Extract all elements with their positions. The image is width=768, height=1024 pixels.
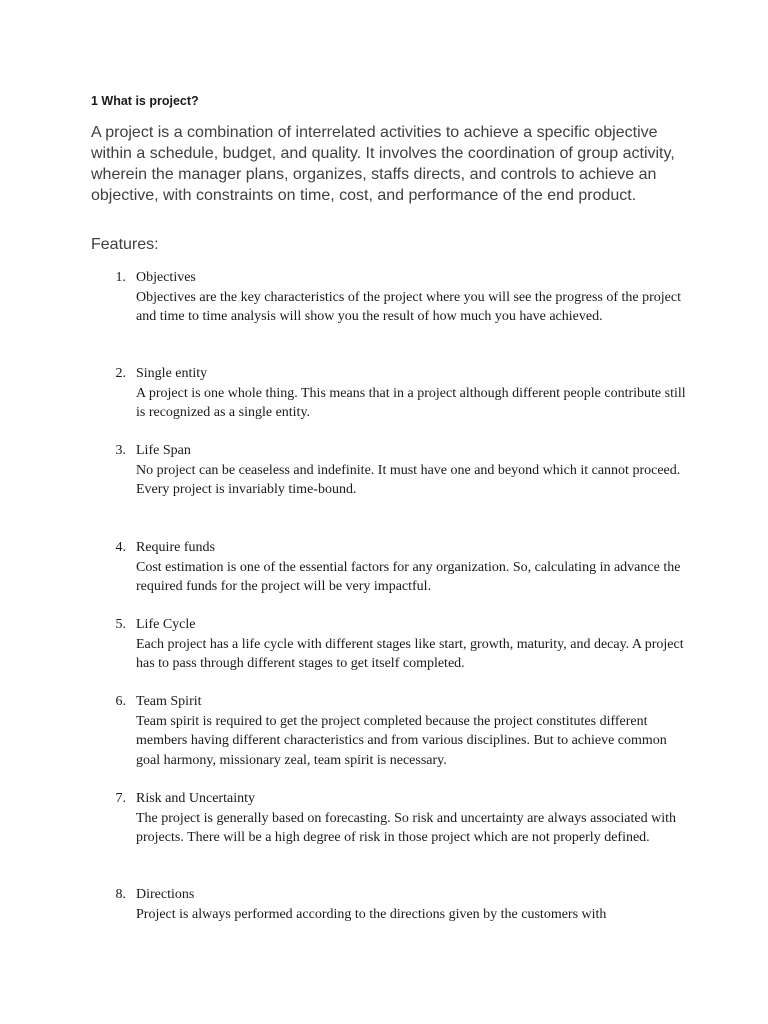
features-label: Features: xyxy=(91,236,159,253)
feature-description: The project is generally based on forecasting. So risk and uncertainty are always associated with projects. There will be a high degree of risk in those project which are not properly defined. xyxy=(136,810,676,845)
feature-description: A project is one whole thing. This means that in a project although different people contribute still is recognized as a single entity. xyxy=(136,385,686,420)
section-heading: 1 What is project? xyxy=(91,94,199,108)
feature-title: Directions xyxy=(136,887,195,902)
feature-number: 1. xyxy=(115,270,126,285)
feature-title: Life Cycle xyxy=(136,617,196,632)
feature-description: Cost estimation is one of the essential factors for any organization. So, calculating in advance the required funds for the project will be very impactful. xyxy=(136,559,681,594)
feature-title: Objectives xyxy=(136,270,196,285)
feature-title: Team Spirit xyxy=(136,694,202,709)
feature-number: 8. xyxy=(115,887,126,902)
feature-number: 5. xyxy=(115,617,126,632)
feature-number: 3. xyxy=(115,443,126,458)
feature-title: Risk and Uncertainty xyxy=(136,791,255,806)
feature-title: Single entity xyxy=(136,366,208,381)
intro-paragraph: A project is a combination of interrelated activities to achieve a specific objective within a schedule, budget, and quality. It involves the coordination of group activity, wherein the manager plans, organizes, staffs directs, and controls to achieve an objective, with constraints on time, cost, and performance of the end product. xyxy=(91,124,675,204)
feature-description: Each project has a life cycle with different stages like start, growth, maturity, and decay. A project has to pass through different stages to get itself completed. xyxy=(136,636,684,671)
feature-description: No project can be ceaseless and indefinite. It must have one and beyond which it cannot proceed. Every project is invariably time-bound. xyxy=(136,462,681,497)
feature-description: Team spirit is required to get the project completed because the project constitutes different members having different characteristics and from various disciplines. But to achieve common goal harmony, missionary zeal, team spirit is necessary. xyxy=(136,713,667,768)
feature-description: Objectives are the key characteristics of the project where you will see the progress of the project and time to time analysis will show you the result of how much you have achieved. xyxy=(136,289,682,324)
feature-number: 4. xyxy=(115,540,126,555)
feature-title: Require funds xyxy=(136,540,215,555)
feature-number: 6. xyxy=(115,694,126,709)
feature-number: 2. xyxy=(115,366,126,381)
feature-number: 7. xyxy=(115,791,126,806)
feature-title: Life Span xyxy=(136,443,191,458)
feature-description: Project is always performed according to the directions given by the customers with xyxy=(136,906,607,922)
